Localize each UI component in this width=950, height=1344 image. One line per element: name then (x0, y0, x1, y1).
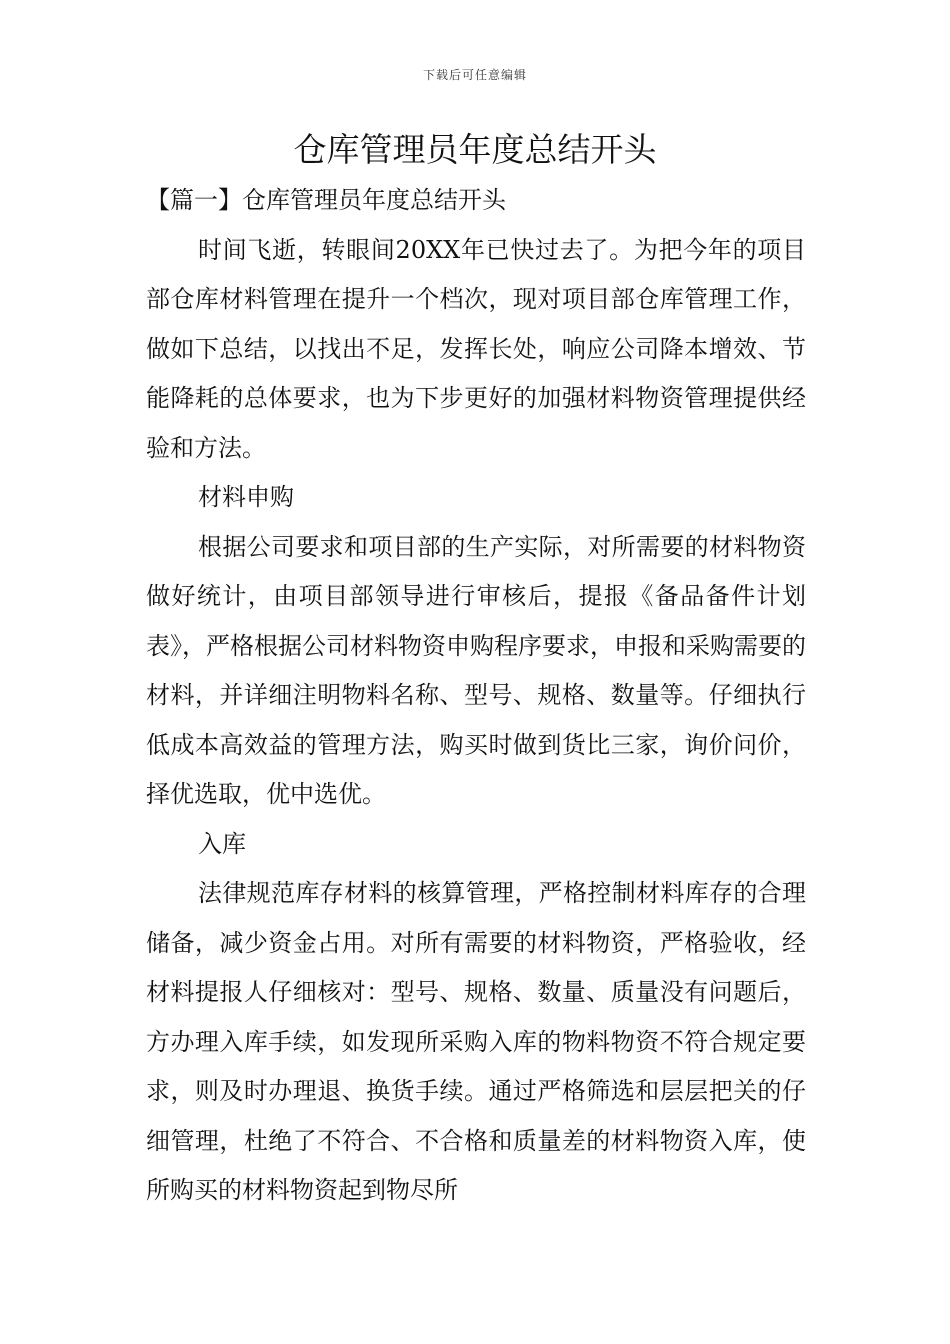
intro-paragraph: 时间飞逝，转眼间20XX年已快过去了。为把今年的项目部仓库材料管理在提升一个档次，现对项目部仓库管理工作，做如下总结，以找出不足，发挥长处，响应公司降本增效、节能降耗的总体要求，也为下步更好的加强材料物资管理提供经验和方法。 (146, 235, 806, 462)
purchase-paragraph: 根据公司要求和项目部的生产实际，对所需要的材料物资做好统计，由项目部领导进行审核后，提报《备品备件计划表》，严格根据公司材料物资申购程序要求，申报和采购需要的材料，并详细注明物料名称、型号、规格、数量等。仔细执行低成本高效益的管理方法，购买时做到货比三家，询价问价，择优选取，优中选优。 (146, 532, 806, 808)
document-body (146, 176, 806, 1216)
page-header-note: 下载后可任意编辑 (422, 68, 527, 82)
inbound-paragraph: 法律规范库存材料的核算管理，严格控制材料库存的合理储备，减少资金占用。对所有需要的材料物资，严格验收，经材料提报人仔细核对：型号、规格、数量、质量没有问题后，方办理入库手续，如发现所采购入库的物料物资不符合规定要求，则及时办理退、换货手续。通过严格筛选和层层把关的仔细管理，杜绝了不符合、不合格和质量差的材料物资入库，使所购买的材料物资起到物尽所 (146, 879, 806, 1204)
section-heading: 【篇一】仓库管理员年度总结开头 (146, 186, 506, 214)
document-title: 仓库管理员年度总结开头 (293, 130, 657, 169)
purchase-subheading: 材料申购 (198, 483, 294, 511)
inbound-subheading: 入库 (198, 829, 246, 858)
